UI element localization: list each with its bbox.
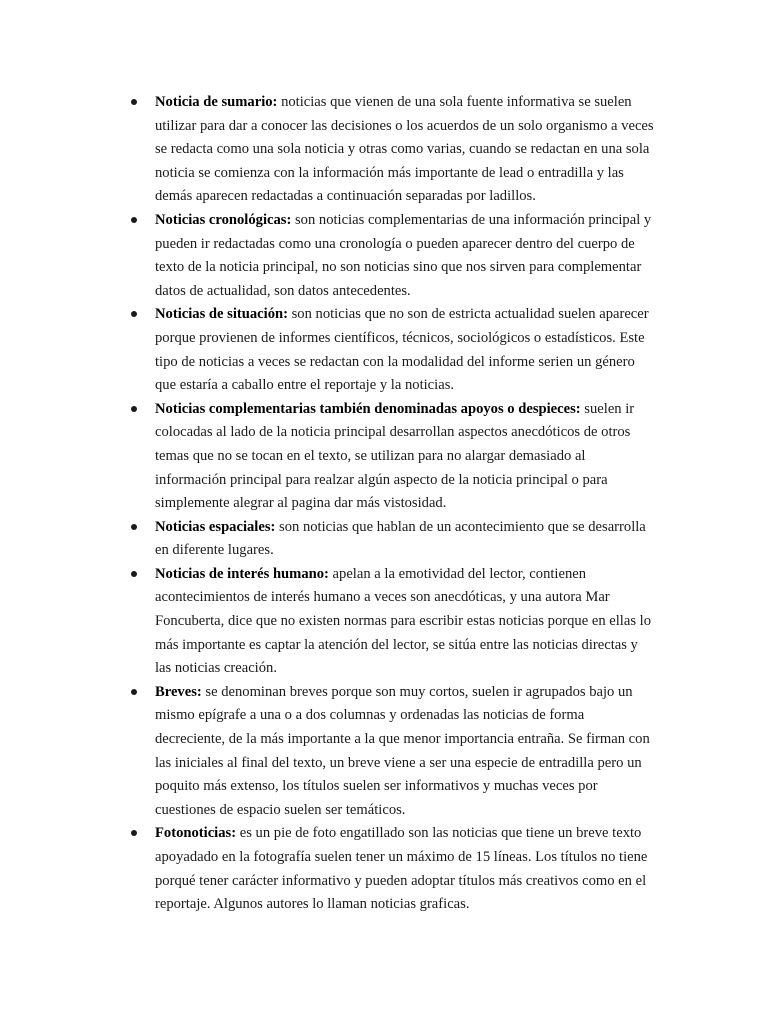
bullet-icon [131, 524, 137, 530]
list-item-fotonoticias [155, 822, 655, 916]
item-text: son noticias que no son de estricta actualidad suelen aparecer porque provienen de informes científicos, técnicos, sociológicos o estadísticos. Este tipo de noticias a veces se redactan con la modalidad del informe serien un género que estaría a caballo entre el reportaje y la noticias. [155, 306, 649, 394]
item-term: Fotonoticias: [155, 825, 237, 842]
item-text: son noticias que hablan de un acontecimiento que se desarrolla en diferente lugares. [155, 518, 646, 559]
list-item-noticias-de-interes-humano [155, 563, 655, 681]
item-text: apelan a la emotividad del lector, contienen acontecimientos de interés humano a veces son anecdóticas, y una autora Mar Foncuberta, dice que no existen normas para escribir estas noticias porque en ellas lo más importante es captar la atención del lector, se sitúa entre las noticias directas y las noticias creación. [155, 565, 652, 677]
list-item-breves [155, 681, 655, 823]
item-term: Noticias de situación: [155, 306, 288, 323]
list-item-noticias-cronologicas [155, 209, 655, 303]
item-term: Noticias cronológicas: [155, 211, 292, 228]
item-term: Noticias espaciales: [155, 518, 276, 535]
list-item-noticias-espaciales [155, 516, 655, 563]
item-term: Noticia de sumario: [155, 94, 278, 110]
bullet-icon [131, 311, 137, 317]
item-term: Noticias de interés humano: [155, 565, 329, 582]
list-item-noticias-complementarias [155, 398, 655, 516]
list-item-noticias-de-situacion [155, 303, 655, 397]
item-term: Breves: [155, 683, 202, 700]
bullet-icon [131, 830, 137, 836]
item-text: noticias que vienen de una sola fuente informativa se suelen utilizar para dar a conocer las decisiones o los acuerdos de un solo organismo a veces se redacta como una sola noticia y otras como varias, cuando se redactan en una sola noticia se comienza con la información más importante de lead o entradilla y las demás aparecen redactadas a continuación separadas por ladillos. [155, 94, 654, 205]
bullet-icon [131, 689, 137, 695]
news-types-list [155, 91, 655, 917]
bullet-icon [131, 406, 137, 412]
item-text: es un pie de foto engatillado son las noticias que tiene un breve texto apoyadado en la fotografía suelen tener un máximo de 15 líneas. Los títulos no tiene porqué tener carácter informativo y pueden adoptar títulos más creativos como en el reportaje. Algunos autores lo llaman noticias graficas. [155, 825, 648, 913]
bullet-icon [131, 571, 137, 577]
item-text: son noticias complementarias de una información principal y pueden ir redactadas como una cronología o pueden aparecer dentro del cuerpo de texto de la noticia principal, no son noticias sino que nos sirven para complementar datos de actualidad, son datos antecedentes. [155, 211, 652, 299]
item-text: suelen ir colocadas al lado de la noticia principal desarrollan aspectos anecdóticos de otros temas que no se tocan en el texto, se utilizan para no alargar demasiado al información principal para realzar algún aspecto de la noticia principal o para simplemente alegrar al pagina dar más vistosidad. [155, 400, 635, 512]
list-item-noticia-de-sumario [155, 91, 655, 209]
bullet-icon [131, 217, 137, 223]
item-term: Noticias complementarias también denominadas apoyos o despieces: [155, 400, 581, 417]
bullet-icon [131, 99, 137, 105]
item-text: se denominan breves porque son muy cortos, suelen ir agrupados bajo un mismo epígrafe a una o a dos columnas y ordenadas las noticias de forma decreciente, de la más importante a la que menor importancia entraña. Se firman con las iniciales al final del texto, un breve viene a ser una especie de entradilla pero un poquito más extenso, los títulos suelen ser informativos y muchas veces por cuestiones de espacio suelen ser temáticos. [155, 683, 650, 818]
